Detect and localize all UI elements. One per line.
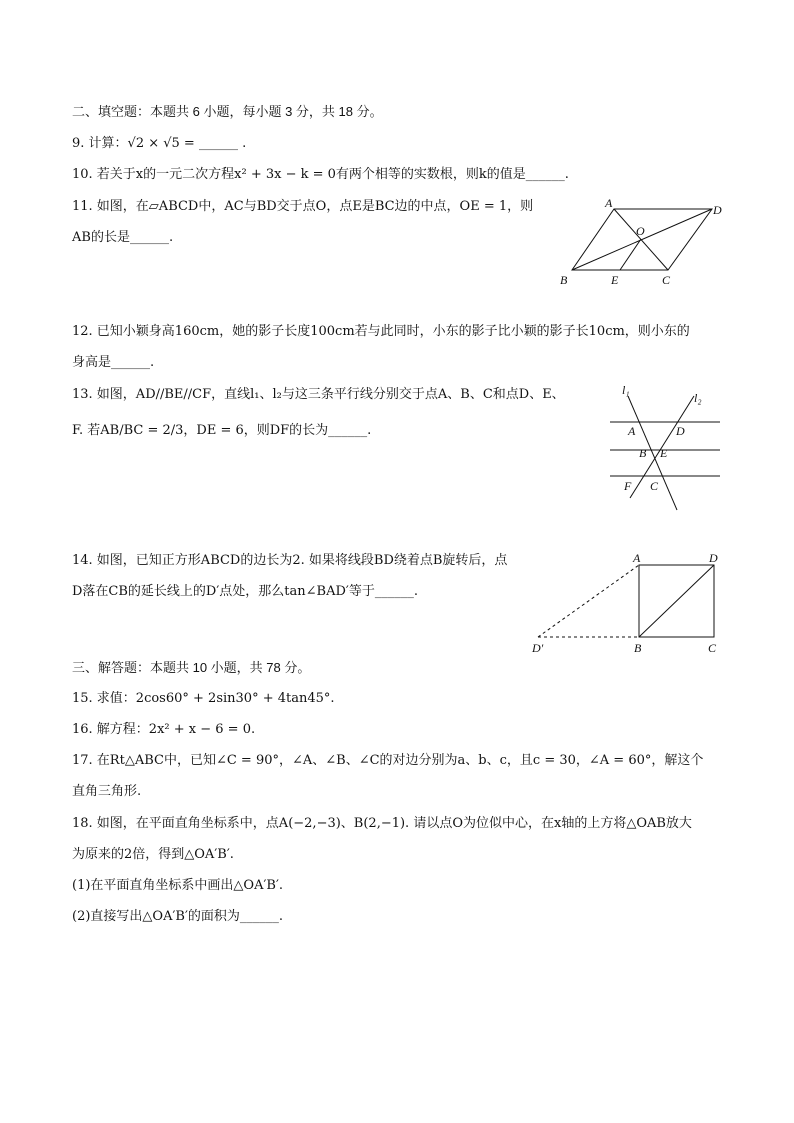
label-d: D [713,203,722,217]
question-18-part-1: (1)在平面直角坐标系中画出△OA′B′. [72,878,284,893]
label-o: O [636,224,645,238]
question-18-line-1: 18. 如图，在平面直角坐标系中，点A(−2,−3)、B(2,−1). 请以点O为位似中心，在x轴的上方将△OAB放大 [72,816,692,831]
question-9: 9. 计算：√2 × √5 = ______ . [72,136,247,151]
question-17-line-1: 17. 在Rt△ABC中，已知∠C = 90°，∠A、∠B、∠C的对边分别为a、b、c，且c = 30，∠A = 60°，解这个 [72,753,704,768]
label-d: D [709,551,718,565]
question-12-line-1: 12. 已知小颖身高160cm，她的影子长度100cm若与此同时，小东的影子比小颖的影子长10cm，则小东的 [72,324,690,339]
question-14-line-1: 14. 如图，已知正方形ABCD的边长为2. 如果将线段BD绕着点B旋转后，点 [72,553,508,568]
label-d-prime: D′ [532,641,544,655]
square-figure [528,548,728,656]
question-13-line-2: F. 若AB/BC = 2/3，DE = 6，则DF的长为______. [72,423,372,438]
label-a: A [605,196,613,210]
label-b: B [634,641,642,655]
question-15: 15. 求值：2cos60° + 2sin30° + 4tan45°. [72,691,335,706]
label-l1: l₁ [622,383,630,397]
section-2-heading: 二、填空题：本题共 6 小题，每小题 3 分，共 18 分。 [72,104,383,119]
question-14-line-2: D落在CB的延长线上的D′点处，那么tan∠BAD′等于______. [72,584,418,599]
question-13-line-1: 13. 如图，AD//BE//CF，直线l₁、l₂与这三条平行线分别交于点A、B、C和点D、E、 [72,387,565,402]
question-17-line-2: 直角三角形. [72,784,142,799]
question-18-part-2: (2)直接写出△OA′B′的面积为______. [72,909,284,924]
label-a: A [628,424,636,438]
segment-ad-prime [538,565,639,637]
diagonal-bd [639,565,714,637]
parallelogram-figure [556,195,732,287]
label-b: B [560,273,568,287]
question-12-line-2: 身高是______. [72,355,155,370]
label-c: C [662,273,671,287]
section-3-heading: 三、解答题：本题共 10 小题，共 78 分。 [72,660,311,675]
label-e: E [611,273,619,287]
label-b: B [639,446,647,460]
label-a: A [633,551,641,565]
question-11-line-1: 11. 如图，在▱ABCD中，AC与BD交于点O，点E是BC边的中点，OE = 1，则 [72,199,534,214]
label-e: E [660,446,668,460]
label-l2: l₂ [694,391,702,405]
segment-oe [620,239,641,270]
label-c: C [708,641,717,655]
parallel-lines-figure [604,380,726,514]
label-d: D [676,424,685,438]
question-18-line-2: 为原来的2倍，得到△OA′B′. [72,847,234,862]
label-c: C [650,479,659,493]
question-11-line-2: AB的长是______. [72,230,174,245]
question-10: 10. 若关于x的一元二次方程x² + 3x − k = 0有两个相等的实数根，则k的值是______. [72,167,569,182]
label-f: F [624,479,632,493]
question-16: 16. 解方程：2x² + x − 6 = 0. [72,722,256,737]
